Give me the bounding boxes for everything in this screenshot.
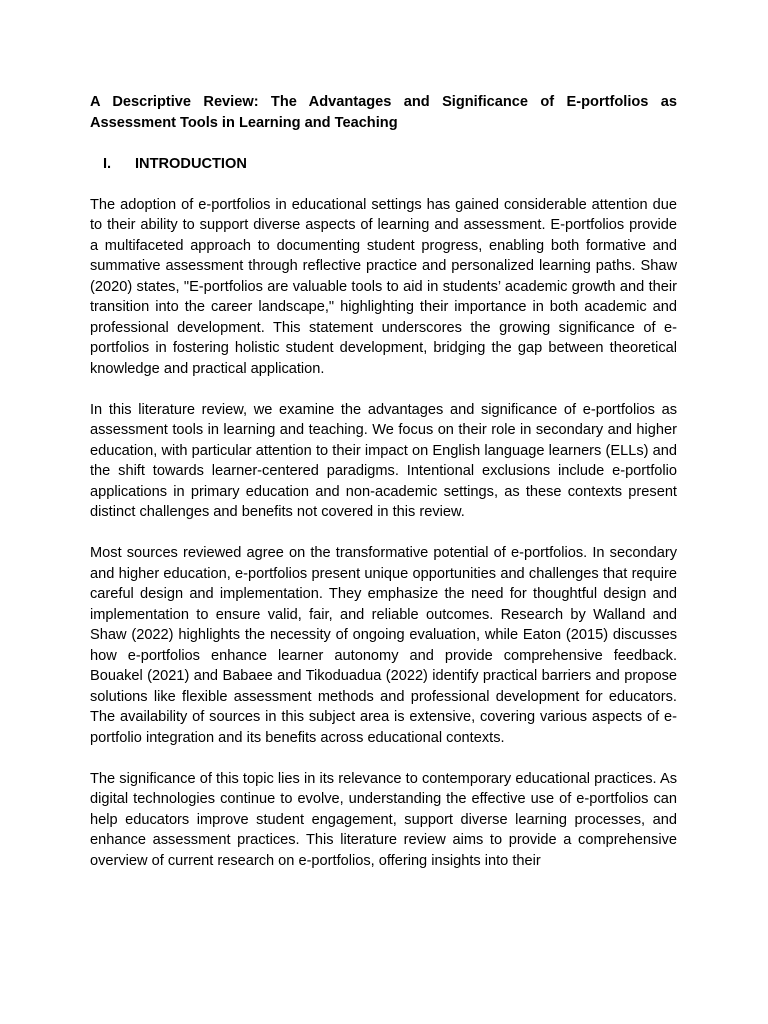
- section-number: I.: [103, 155, 112, 172]
- document-body: [90, 92, 677, 871]
- section-title: INTRODUCTION: [135, 155, 247, 172]
- paragraph-3: Most sources reviewed agree on the transformative potential of e-portfolios. In secondary and higher education, e-portfolios present unique opportunities and challenges that require careful design and implementation. They emphasize the need for thoughtful design and implementation to ensure valid, fair, and reliable outcomes. Research by Walland and Shaw (2022) highlights the necessity of ongoing evaluation, while Eaton (2015) discusses how e-portfolios enhance learner autonomy and provide comprehensive feedback. Bouakel (2021) and Babaee and Tikoduadua (2022) identify practical barriers and propose solutions like flexible assessment methods and professional development for educators. The availability of sources in this subject area is extensive, covering various aspects of e-portfolio integration and its benefits across educational contexts.: [90, 545, 677, 746]
- section-heading: [90, 154, 677, 175]
- paragraph-2: In this literature review, we examine the advantages and significance of e-portfolios as assessment tools in learning and teaching. We focus on their role in secondary and higher education, with particular attention to their impact on English language learners (ELLs) and the shift towards learner-centered paradigms. Intentional exclusions include e-portfolio applications in primary education and non-academic settings, as these contexts present distinct challenges and benefits not covered in this review.: [90, 401, 677, 520]
- document-title: A Descriptive Review: The Advantages and Significance of E-portfolios as Assessment Tools in Learning and Teaching: [90, 94, 677, 131]
- paragraph-1: The adoption of e-portfolios in educational settings has gained considerable attention due to their ability to support diverse aspects of learning and assessment. E-portfolios provide a multifaceted approach to documenting student progress, enabling both formative and summative assessment through reflective practice and personalized learning paths. Shaw (2020) states, "E-portfolios are valuable tools to aid in students’ academic growth and their transition into the career landscape," highlighting their importance in both academic and professional development. This statement underscores the growing significance of e-portfolios in fostering holistic student development, bridging the gap between theoretical knowledge and practical application.: [90, 196, 677, 377]
- paragraph-4: The significance of this topic lies in its relevance to contemporary educational practices. As digital technologies continue to evolve, understanding the effective use of e-portfolios can help educators improve student engagement, support diverse learning processes, and enhance assessment practices. This literature review aims to provide a comprehensive overview of current research on e-portfolios, offering insights into their: [90, 770, 677, 869]
